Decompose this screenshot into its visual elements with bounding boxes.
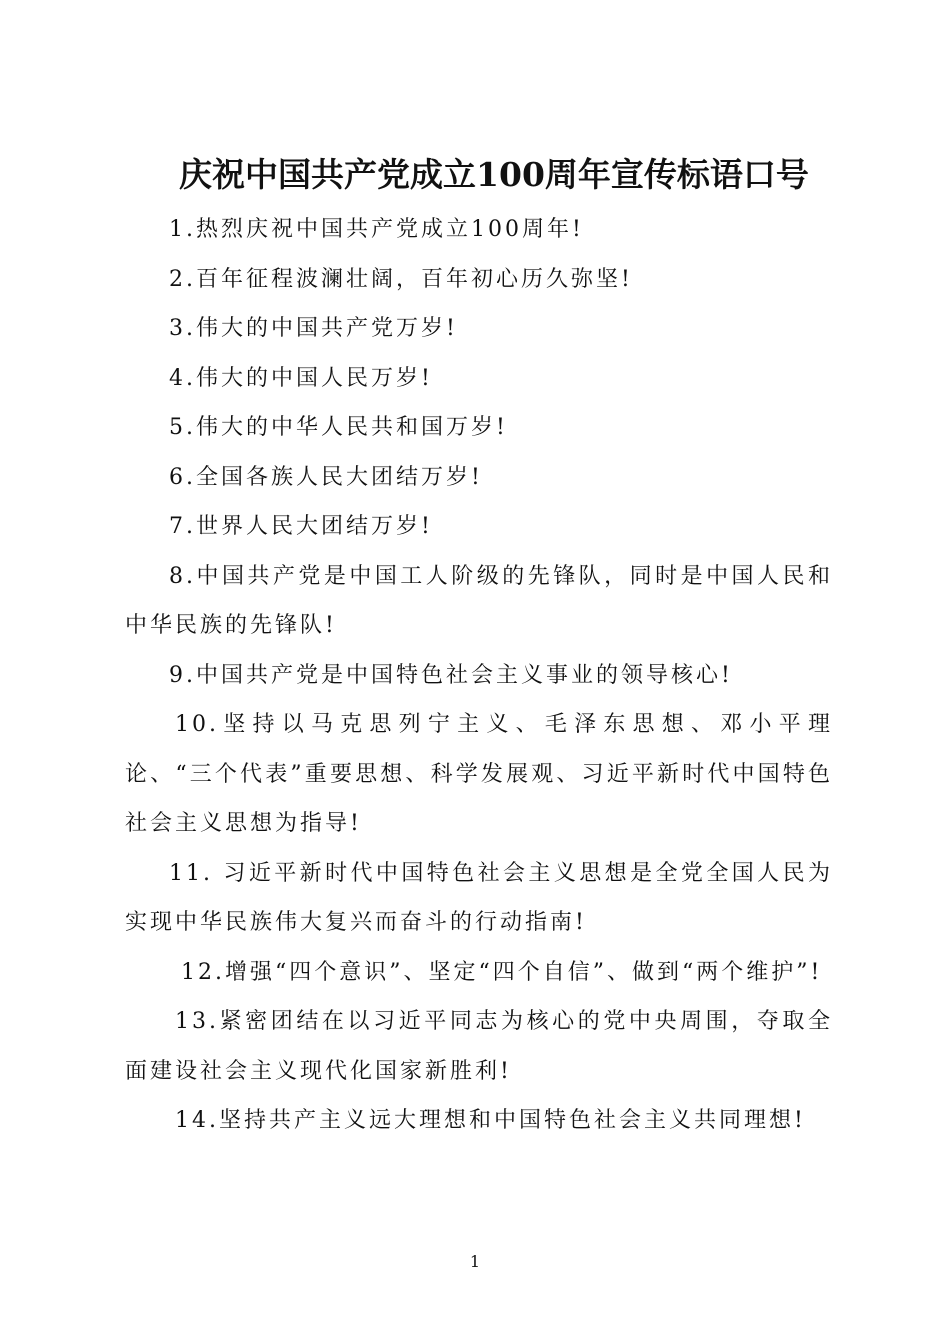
slogan-item: 13.紧密团结在以习近平同志为核心的党中央周围，夺取全面建设社会主义现代化国家新胜利! <box>125 1009 833 1084</box>
slogan-item: 10.坚持以马克思列宁主义、毛泽东思想、邓小平理论、“三个代表”重要思想、科学发展观、习近平新时代中国特色社会主义思想为指导! <box>125 712 833 836</box>
slogan-item: 8.中国共产党是中国工人阶级的先锋队，同时是中国人民和中华民族的先锋队! <box>125 563 833 638</box>
page-number: 1 <box>469 1252 481 1271</box>
page-title: 庆祝中国共产党成立100周年宣传标语口号 <box>179 155 809 194</box>
slogan-item: 7.世界人民大团结万岁! <box>169 514 433 539</box>
slogan-item: 9.中国共产党是中国特色社会主义事业的领导核心! <box>169 662 733 688</box>
slogan-item: 14.坚持共产主义远大理想和中国特色社会主义共同理想! <box>175 1108 806 1133</box>
slogan-item: 1.热烈庆祝中国共产党成立100周年! <box>169 217 584 242</box>
slogan-item: 3.伟大的中国共产党万岁! <box>169 316 458 341</box>
slogan-item: 4.伟大的中国人民万岁! <box>169 365 433 391</box>
slogan-item: 12.增强“四个意识”、坚定“四个自信”、做到“两个维护”! <box>181 959 823 985</box>
slogan-item: 6.全国各族人民大团结万岁! <box>169 464 483 490</box>
slogan-item: 11. 习近平新时代中国特色社会主义思想是全党全国人民为实现中华民族伟大复兴而奋斗的行动指南! <box>125 860 833 935</box>
slogan-item: 5.伟大的中华人民共和国万岁! <box>169 415 508 440</box>
slogan-item: 2.百年征程波澜壮阔，百年初心历久弥坚! <box>169 266 633 292</box>
slogan-list <box>125 205 833 1146</box>
